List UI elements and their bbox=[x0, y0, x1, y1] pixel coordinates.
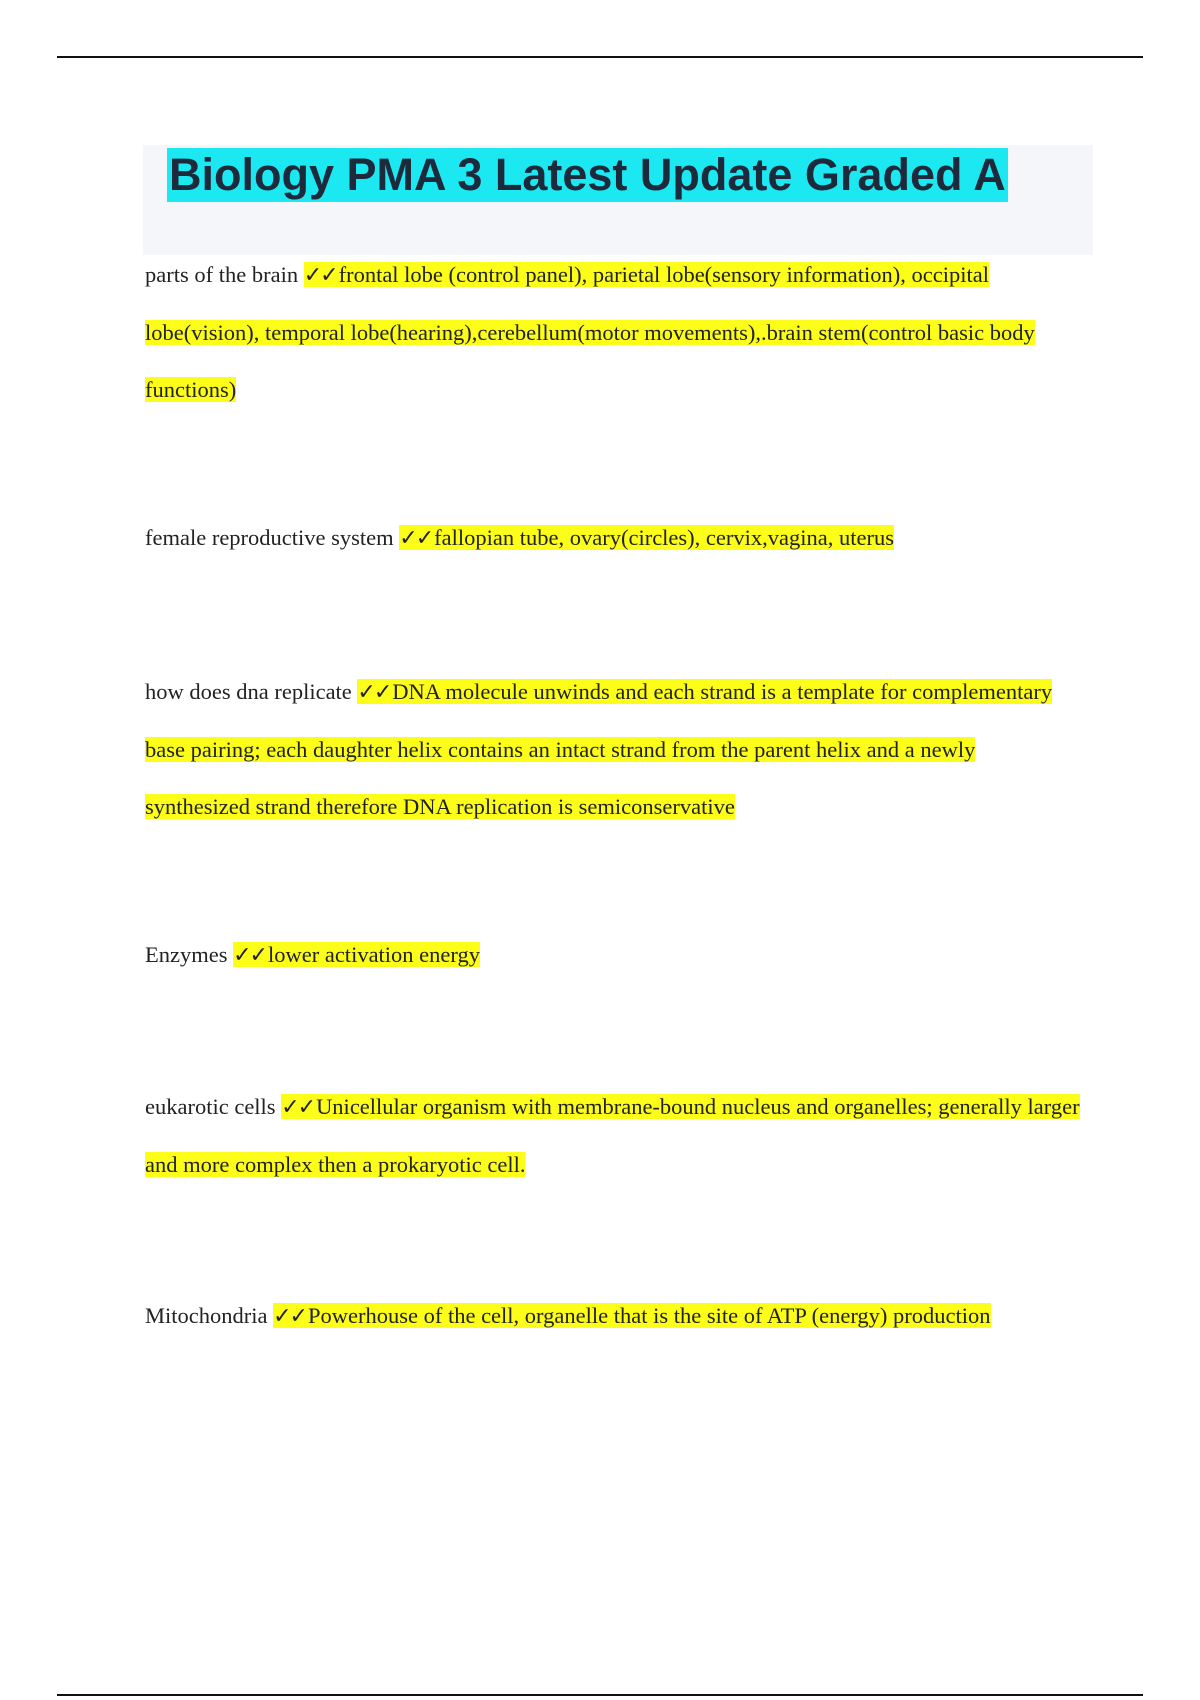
double-check-icon: ✓✓ bbox=[357, 680, 391, 705]
double-check-icon: ✓✓ bbox=[399, 526, 433, 551]
double-check-icon: ✓✓ bbox=[303, 263, 337, 288]
entry-answer-highlight bbox=[399, 525, 894, 550]
entry-answer-highlight bbox=[233, 942, 480, 967]
entry-term: parts of the brain bbox=[145, 262, 299, 287]
double-check-icon: ✓✓ bbox=[233, 943, 266, 968]
entry-answer-highlight bbox=[145, 1094, 1080, 1177]
entry-answer-highlight bbox=[273, 1303, 990, 1328]
entry-term: Enzymes bbox=[145, 942, 228, 967]
entry-answer: fallopian tube, ovary(circles), cervix,vagina, uterus bbox=[434, 525, 894, 550]
entry-answer: lower activation energy bbox=[267, 942, 480, 967]
entry-term: how does dna replicate bbox=[145, 679, 352, 704]
qa-entry-brain bbox=[145, 246, 1085, 418]
top-rule bbox=[57, 56, 1143, 58]
entry-answer: Powerhouse of the cell, organelle that is the site of ATP (energy) production bbox=[307, 1303, 991, 1328]
qa-entry-mitochondria bbox=[145, 1287, 1085, 1345]
qa-entry-female-reproductive bbox=[145, 509, 1085, 567]
qa-entry-eukaryotic-cells bbox=[145, 1078, 1085, 1193]
qa-entry-enzymes bbox=[145, 926, 1085, 984]
entry-term: female reproductive system bbox=[145, 525, 394, 550]
double-check-icon: ✓✓ bbox=[281, 1095, 315, 1120]
document-title: Biology PMA 3 Latest Update Graded A bbox=[169, 149, 1006, 200]
qa-entry-dna-replication bbox=[145, 663, 1085, 835]
entry-term: eukarotic cells bbox=[145, 1094, 276, 1119]
entry-answer: frontal lobe (control panel), parietal lobe(sensory information), occipital lobe(vision), temporal lobe(hearing),cerebellum(motor movements),.brain stem(control basic body functions) bbox=[145, 262, 1035, 402]
double-check-icon: ✓✓ bbox=[273, 1304, 306, 1329]
entry-term: Mitochondria bbox=[145, 1303, 268, 1328]
bottom-rule bbox=[57, 1694, 1143, 1696]
entry-answer: DNA molecule unwinds and each strand is a template for complementary base pairing; each daughter helix contains an intact strand from the parent helix and a newly synthesized strand therefore DNA replication is semiconservative bbox=[145, 679, 1053, 819]
entry-answer: Unicellular organism with membrane-bound nucleus and organelles; generally larger and more complex then a prokaryotic cell. bbox=[145, 1094, 1080, 1177]
